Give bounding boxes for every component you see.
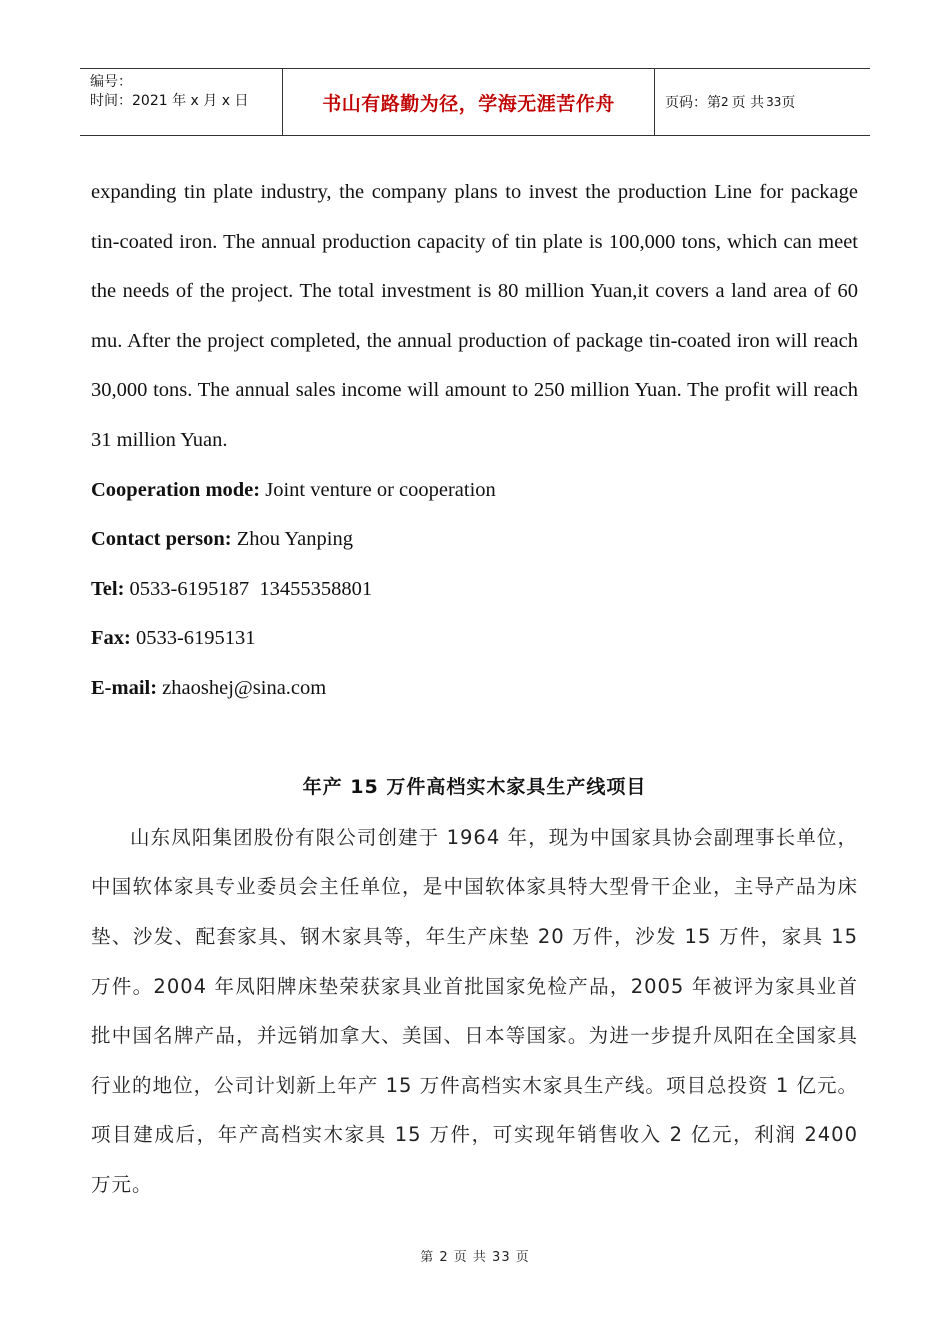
- field-fax: [91, 614, 858, 664]
- header-time-label: 时间：2021 年 x 月 x 日: [90, 93, 249, 109]
- page-body: [91, 168, 858, 1209]
- field-label: Contact person:: [91, 528, 232, 551]
- page-header: [80, 68, 870, 136]
- header-page-suffix: 页: [781, 95, 796, 111]
- header-meta: [80, 69, 282, 135]
- field-value: 0533-6195131: [135, 627, 256, 650]
- section-paragraph: 山东凤阳集团股份有限公司创建于 1964 年，现为中国家具协会副理事长单位，中国软体家具专业委员会主任单位，是中国软体家具特大型骨干企业，主导产品为床垫、沙发、配套家具、钢木家具等，年生产床垫 20 万件，沙发 15 万件，家具 15 万件。2004 年凤阳牌床垫荣获家具业首批国家免检产品，2005 年被评为家具业首批中国名牌产品，并远销加拿大、美国、日本等国家。为进一步提升凤阳在全国家具行业的地位，公司计划新上年产 15 万件高档实木家具生产线。项目总投资 1 亿元。项目建成后，年产高档实木家具 15 万件，可实现年销售收入 2 亿元，利润 2400 万元。: [91, 825, 858, 1196]
- field-label: Tel:: [91, 577, 125, 600]
- intro-paragraph: expanding tin plate industry, the company plans to invest the production Line for package tin-coated iron. The annual production capacity of tin plate is 100,000 tons, which can meet the needs of the project. The total investment is 80 million Yuan,it covers a land area of 60 mu. After the project completed, the annual production of package tin-coated iron will reach 30,000 tons. The annual sales income will amount to 250 million Yuan. The profit will reach 31 million Yuan.: [91, 181, 858, 451]
- header-page-total: 33: [766, 95, 782, 109]
- page-footer: 第 2 页 共 33 页: [420, 1250, 530, 1265]
- field-label: E-mail:: [91, 676, 158, 699]
- field-value: Zhou Yanping: [236, 528, 353, 551]
- field-tel: [91, 565, 858, 615]
- header-page-info: [655, 69, 870, 135]
- field-email: [91, 664, 858, 714]
- field-cooperation-mode: [91, 466, 858, 516]
- field-value: Joint venture or cooperation: [265, 478, 496, 501]
- field-label: Fax:: [91, 627, 131, 650]
- section-spacer: [91, 714, 858, 764]
- header-number-label: 编号：: [90, 74, 132, 90]
- header-page-prefix: 页码：第: [665, 95, 721, 111]
- field-contact-person: [91, 515, 858, 565]
- field-label: Cooperation mode:: [91, 478, 261, 501]
- section-title: 年产 15 万件高档实木家具生产线项目: [302, 776, 647, 799]
- header-slogan: 书山有路勤为径，学海无涯苦作舟: [282, 69, 655, 135]
- header-page-mid: 页 共: [731, 95, 765, 111]
- field-value: zhaoshej@sina.com: [162, 676, 327, 699]
- header-page-current: 2: [721, 95, 729, 109]
- field-value: 0533-6195187 13455358801: [129, 577, 373, 600]
